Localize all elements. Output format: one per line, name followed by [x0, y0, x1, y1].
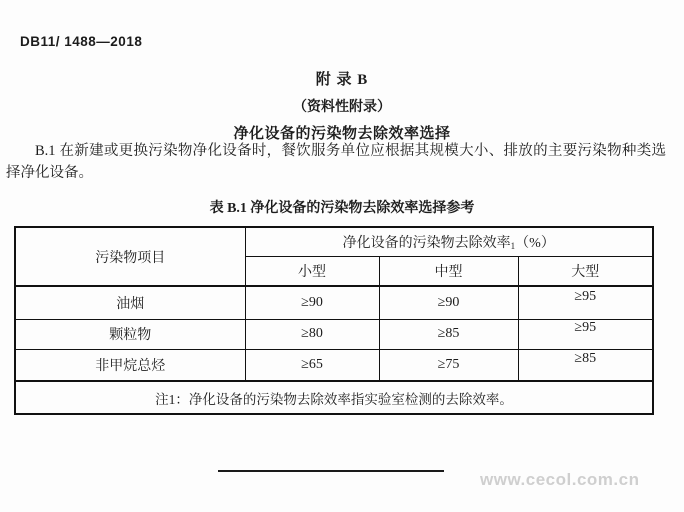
- watermark-url: www.cecol.com.cn: [480, 470, 640, 489]
- value-small: ≥90: [245, 286, 379, 319]
- table-row-particulate: [15, 319, 653, 349]
- pollutant-name: 油烟: [15, 286, 245, 319]
- table-header-row-group: [15, 227, 653, 256]
- header-pollutant-item: 污染物项目: [15, 227, 245, 286]
- end-of-section-divider: [218, 470, 444, 472]
- header-efficiency-unit: （%）: [515, 235, 555, 251]
- header-size-small: 小型: [245, 256, 379, 286]
- header-size-medium: 中型: [379, 256, 518, 286]
- appendix-title: 附 录 B: [315, 72, 369, 88]
- appendix-heading: 净化设备的污染物去除效率选择: [233, 126, 451, 142]
- value-large: ≥85: [518, 349, 653, 381]
- value-small: ≥65: [245, 349, 379, 381]
- value-medium: ≥75: [379, 349, 518, 381]
- header-efficiency-group: [245, 227, 653, 256]
- pollutant-name: 非甲烷总烃: [15, 349, 245, 381]
- efficiency-table: [14, 226, 654, 415]
- value-medium: ≥85: [379, 319, 518, 349]
- standard-number: DB11/ 1488—2018: [20, 34, 143, 49]
- header-size-large: 大型: [518, 256, 653, 286]
- appendix-subtitle: （资料性附录）: [293, 100, 391, 115]
- clause-b1-text: B.1 在新建或更换污染物净化设备时，餐饮服务单位应根据其规模大小、排放的主要污染物种类选择净化设备。: [6, 143, 666, 181]
- table-note: 注1：净化设备的污染物去除效率指实验室检测的去除效率。: [15, 381, 653, 414]
- pollutant-name: 颗粒物: [15, 319, 245, 349]
- table-caption: 表 B.1 净化设备的污染物去除效率选择参考: [209, 201, 475, 216]
- header-efficiency-label: 净化设备的污染物去除效率: [342, 235, 511, 251]
- appendix-titles: [0, 68, 684, 143]
- table-row-nmhc: [15, 349, 653, 381]
- table-row-fume: [15, 286, 653, 319]
- value-medium: ≥90: [379, 286, 518, 319]
- value-small: ≥80: [245, 319, 379, 349]
- value-large: ≥95: [518, 319, 653, 349]
- value-large: ≥95: [518, 286, 653, 319]
- table-note-row: [15, 381, 653, 414]
- footnote-marker: 1: [510, 240, 516, 251]
